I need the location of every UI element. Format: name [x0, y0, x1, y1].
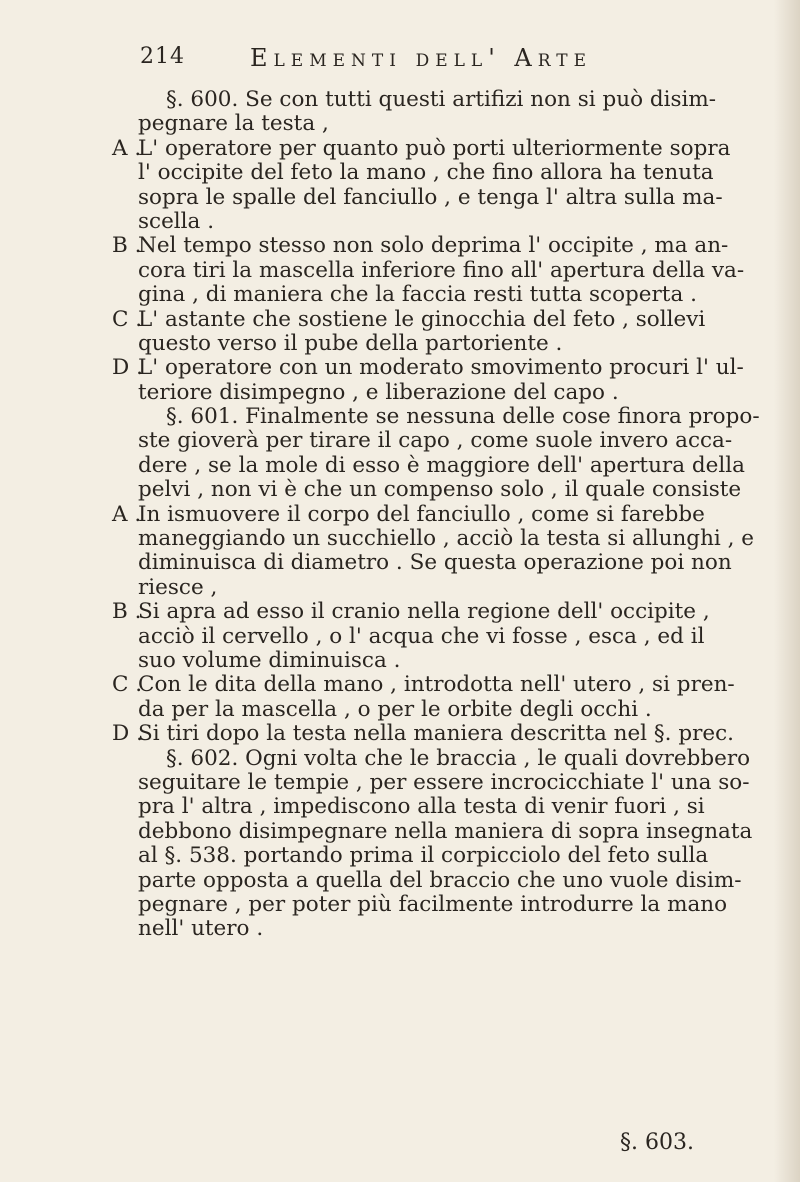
text-line [138, 551, 738, 575]
paragraph-marker: A . [112, 135, 142, 161]
line-text: cora tiri la mascella inferiore fino all' apertura della va- [138, 257, 745, 283]
text-line [138, 429, 738, 453]
line-text: §. 601. Finalmente se nessuna delle cose finora propo- [166, 404, 760, 430]
paragraph-marker: B . [112, 599, 142, 625]
text-line [138, 283, 738, 307]
text-line [112, 135, 738, 161]
text-line [138, 526, 755, 552]
text-line [138, 917, 738, 941]
line-text: pra l' altra , impediscono alla testa di venir fuori , si [138, 794, 705, 820]
text-line [138, 186, 738, 210]
line-text: suo volume diminuisca . [138, 647, 401, 673]
text-line [112, 501, 738, 527]
paragraph-marker: C . [112, 672, 143, 698]
line-text: diminuisca di diametro . Se questa operazione poi non [138, 550, 732, 576]
text-line [138, 381, 738, 405]
line-text: §. 602. Ogni volta che le braccia , le quali dovrebbero [166, 745, 751, 771]
line-text: seguitare le tempie , per essere incrocicchiate l' una so- [138, 769, 750, 795]
page-number: 214 [140, 44, 185, 69]
line-text: Con le dita della mano , introdotta nell' utero , si pren- [138, 672, 735, 698]
text-line [138, 795, 738, 819]
text-line [138, 649, 738, 673]
line-text: riesce , [138, 574, 218, 600]
line-text: pelvi , non vi è che un compenso solo , il quale consiste [138, 477, 742, 503]
line-text: L' astante che sostiene le ginocchia del feto , sollevi [138, 306, 706, 332]
text-line [112, 672, 738, 698]
paragraph-marker: D . [112, 355, 143, 381]
text-line [138, 161, 738, 185]
text-line [138, 745, 751, 771]
line-text: gina , di maniera che la faccia resti tutta scoperta . [138, 282, 697, 308]
line-text: §. 600. Se con tutti questi artifizi non si può disim- [166, 87, 717, 112]
text-line [138, 112, 738, 136]
text-line [112, 306, 738, 332]
line-text: nell' utero . [138, 916, 264, 942]
text-line [138, 893, 738, 917]
line-text: Si apra ad esso il cranio nella regione dell' occipite , [138, 599, 710, 625]
line-text: parte opposta a quella del braccio che uno vuole disim- [138, 867, 742, 893]
text-line [112, 233, 738, 259]
text-line [138, 210, 738, 234]
line-text: ste gioverà per tirare il capo , come suole invero acca- [138, 428, 733, 454]
line-text: al §. 538. portando prima il corpicciolo del feto sulla [138, 843, 709, 869]
line-text: maneggiando un succhiello , acciò la testa si allunghi , e [138, 526, 755, 552]
line-text: L' operatore con un moderato smovimento procuri l' ul- [138, 355, 744, 381]
text-line [138, 818, 753, 844]
line-text: da per la mascella , o per le orbite degli occhi . [138, 696, 652, 722]
text-line [138, 88, 738, 112]
line-text: sopra le spalle del fanciullo , e tenga l' altra sulla ma- [138, 184, 723, 210]
text-line [138, 257, 745, 283]
line-text: In ismuovere il corpo del fanciullo , come si farebbe [138, 501, 705, 527]
paragraph-marker: C . [112, 306, 143, 332]
text-line [138, 332, 738, 356]
text-line [138, 769, 750, 795]
paragraph-marker: B . [112, 233, 142, 259]
line-text: Si tiri dopo la testa nella maniera descritta nel §. prec. [138, 721, 734, 747]
paragraph-marker: D . [112, 721, 143, 747]
line-text: pegnare , per poter più facilmente introdurre la mano [138, 891, 728, 917]
line-text: dere , se la mole di esso è maggiore dell' apertura della [138, 452, 745, 478]
body-text [112, 87, 760, 942]
text-line [138, 698, 738, 722]
catchword: §. 603. [620, 1130, 694, 1155]
line-text: pegnare la testa , [138, 111, 329, 137]
text-line [138, 452, 745, 478]
text-line [138, 867, 742, 893]
line-text: acciò il cervello , o l' acqua che vi fosse , esca , ed il [138, 623, 705, 649]
line-text: l' occipite del feto la mano , che fino allora ha tenuta [138, 160, 714, 186]
paragraph-marker: A . [112, 501, 142, 527]
page-edge-shadow [774, 0, 800, 1182]
line-text: debbono disimpegnare nella maniera di sopra insegnata [138, 818, 753, 844]
text-line [138, 477, 742, 503]
running-title: Elementi dell' Arte [250, 44, 593, 72]
page-header [0, 44, 800, 78]
line-text: scella . [138, 208, 215, 234]
text-line [138, 625, 738, 649]
line-text: teriore disimpegno , e liberazione del capo . [138, 379, 619, 405]
line-text: Nel tempo stesso non solo deprima l' occipite , ma an- [138, 233, 729, 259]
text-line [138, 576, 738, 600]
line-text: L' operatore per quanto può porti ulteriormente sopra [138, 135, 731, 161]
text-line [112, 721, 738, 747]
text-line [138, 844, 738, 868]
text-line [112, 599, 738, 625]
line-text: questo verso il pube della partoriente . [138, 330, 563, 356]
text-line [112, 355, 744, 381]
text-line [138, 404, 760, 430]
